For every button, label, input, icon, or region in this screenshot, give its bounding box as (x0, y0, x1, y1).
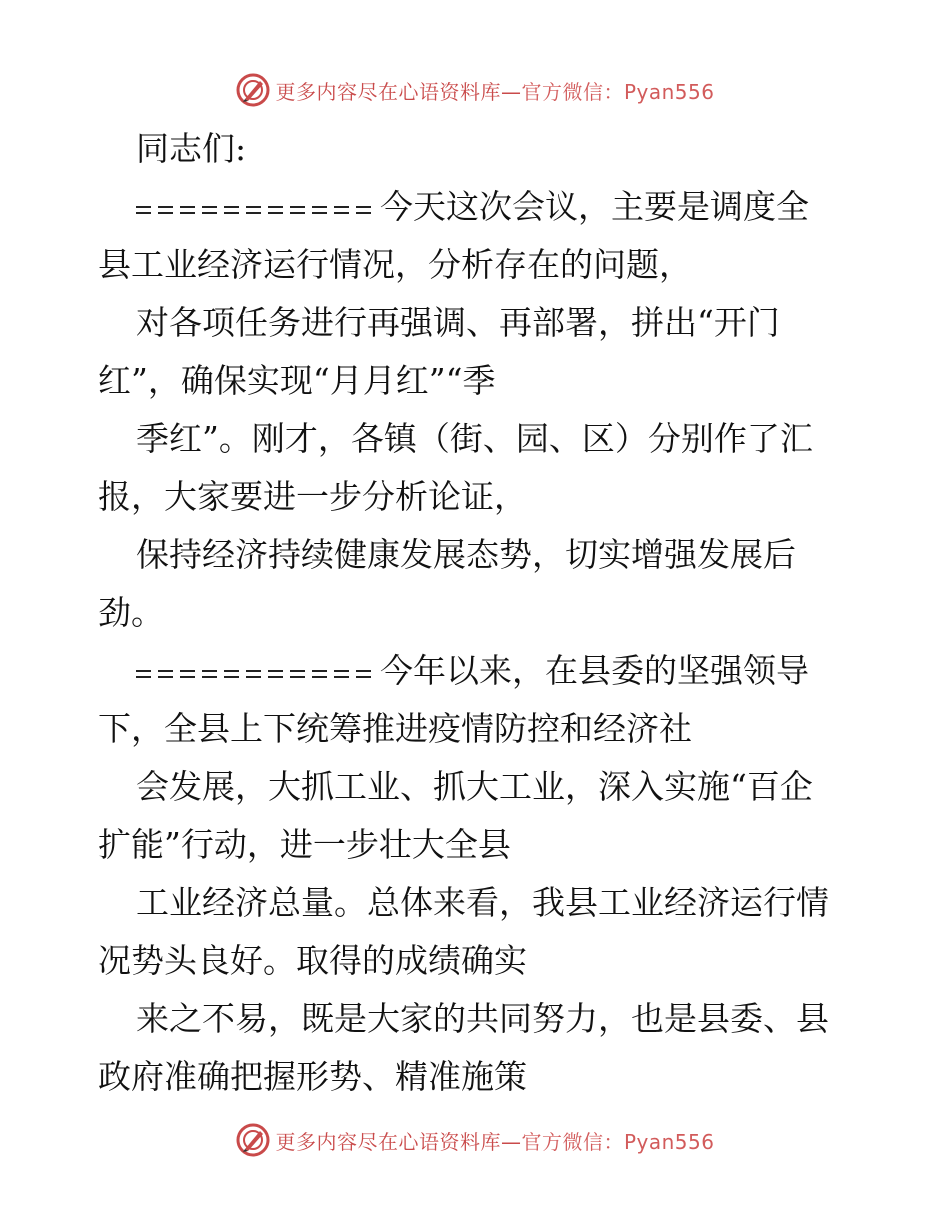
footer-banner (0, 1120, 950, 1160)
banner-text: 更多内容尽在心语资料库—官方微信：Pyan556 (275, 1129, 715, 1154)
paragraph-line: 报，大家要进一步分析论证， (98, 477, 527, 516)
pen-logo-icon (235, 72, 271, 108)
paragraph-line: 季红”。刚才，各镇（街、园、区）分别作了汇 (136, 419, 813, 458)
paragraph-line: 政府准确把握形势、精准施策 (98, 1057, 527, 1096)
banner-text: 更多内容尽在心语资料库—官方微信：Pyan556 (275, 79, 715, 104)
paragraph-line: 今天这次会议，主要是调度全 (98, 178, 858, 236)
paragraph-line: 劲。 (98, 593, 164, 632)
dash-separator (136, 199, 378, 219)
paragraph-line: 对各项任务进行再强调、再部署，拼出“开门 (136, 303, 780, 342)
document-body (98, 120, 858, 1106)
paragraph-line: 来之不易，既是大家的共同努力，也是县委、县 (136, 999, 829, 1038)
paragraph-line: 扩能”行动，进一步壮大全县 (98, 825, 511, 864)
paragraph-line: 红”，确保实现“月月红”“季 (98, 361, 496, 400)
paragraph-line: 况势头良好。取得的成绩确实 (98, 941, 527, 980)
paragraph-line: 县工业经济运行情况，分析存在的问题， (98, 245, 692, 284)
paragraph-line: 今年以来，在县委的坚强领导 (98, 642, 858, 700)
paragraph-line: 会发展，大抓工业、抓大工业，深入实施“百企 (136, 767, 813, 806)
header-banner (0, 70, 950, 110)
paragraph-line: 下，全县上下统筹推进疫情防控和经济社 (98, 709, 692, 748)
dash-separator (136, 663, 378, 683)
salutation: 同志们: (136, 129, 247, 168)
pen-logo-icon (235, 1122, 271, 1158)
paragraph-line: 工业经济总量。总体来看，我县工业经济运行情 (136, 883, 829, 922)
paragraph-line: 保持经济持续健康发展态势，切实增强发展后 (136, 535, 796, 574)
